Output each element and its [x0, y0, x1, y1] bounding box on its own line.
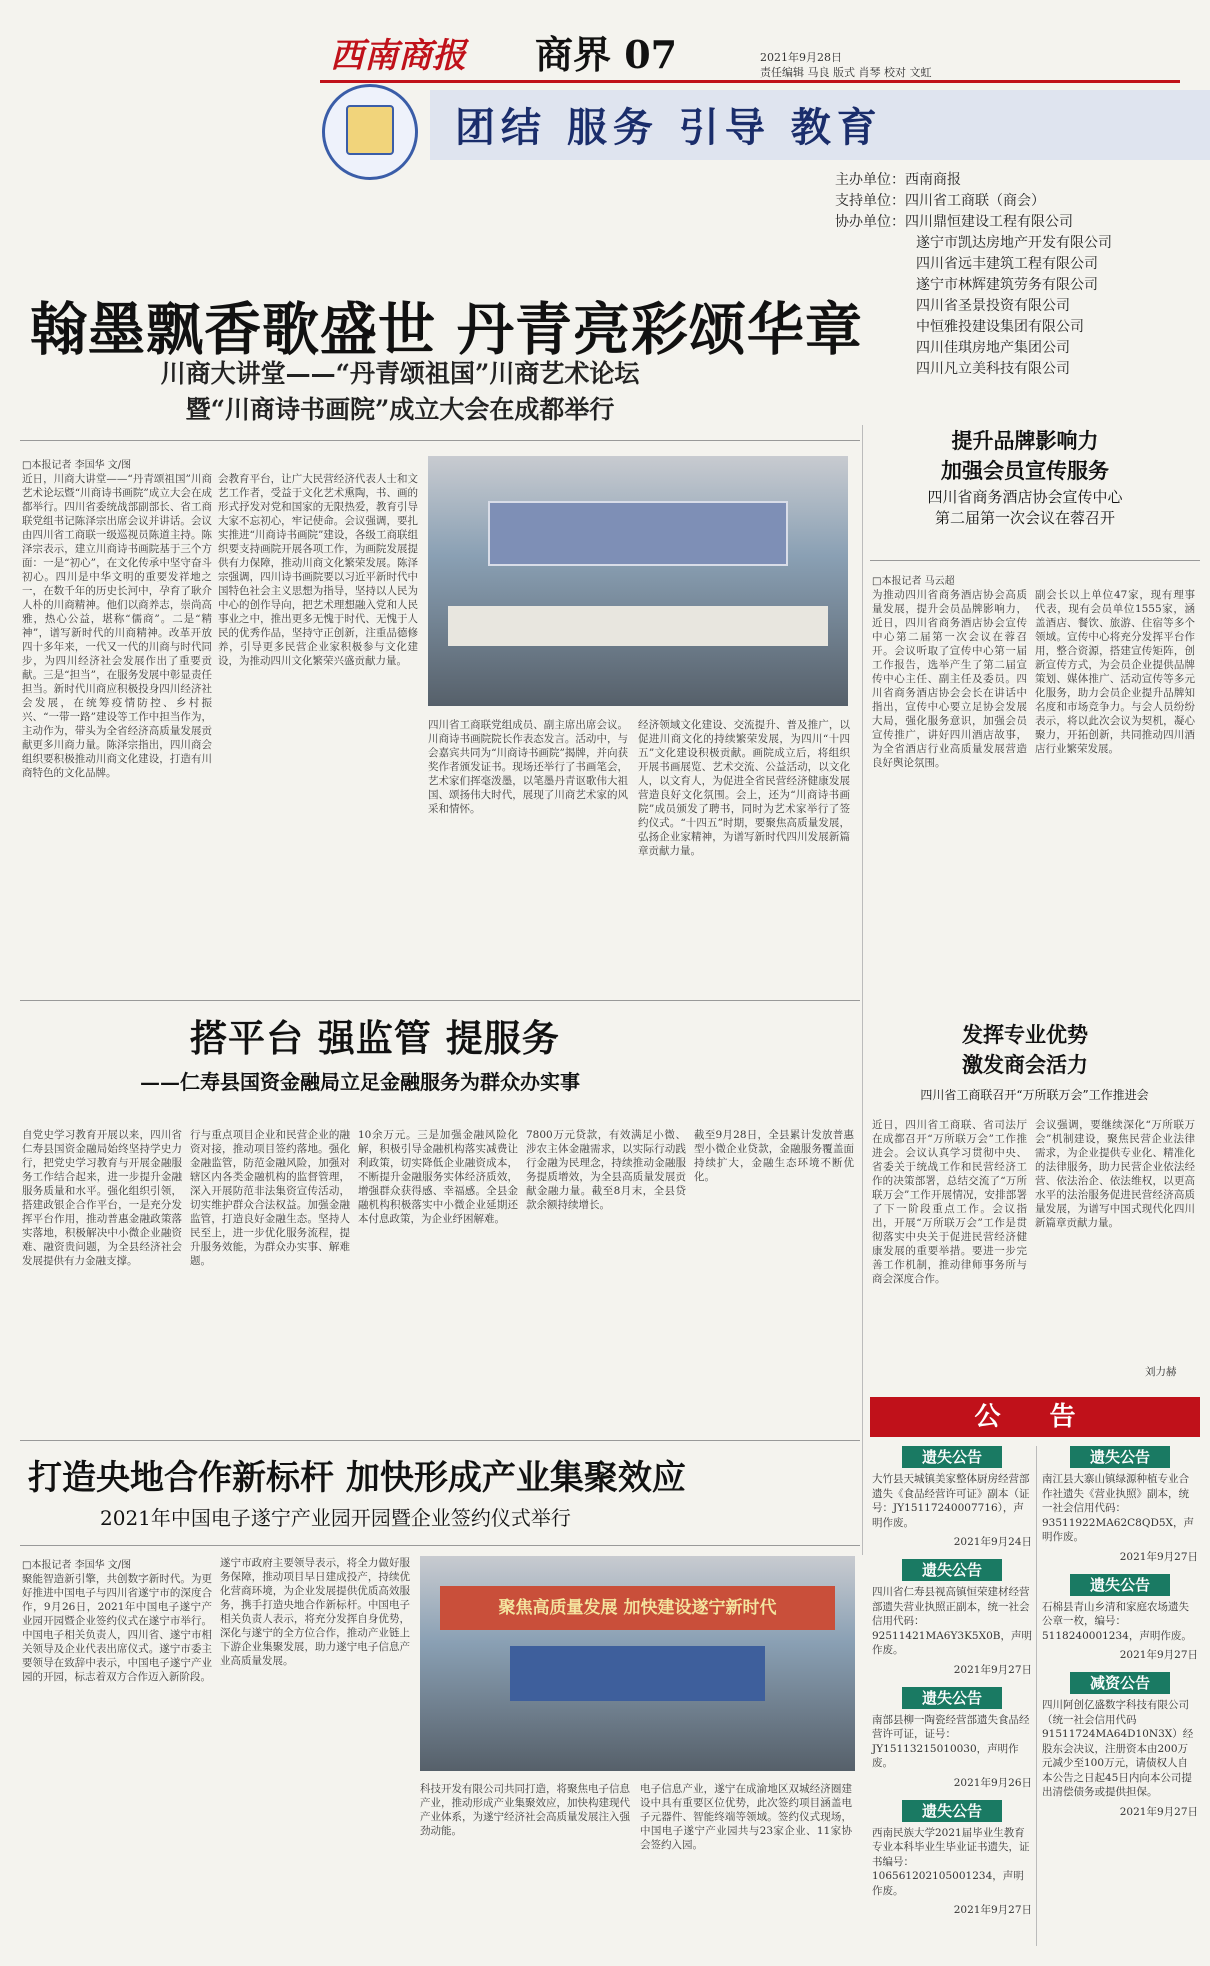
- coorg: 四川省远丰建筑工程有限公司: [916, 256, 1098, 272]
- story5-subhead: 2021年中国电子遂宁产业园开园暨企业签约仪式举行: [100, 1506, 571, 1530]
- coorg-label: 协办单位：: [835, 214, 905, 230]
- story5-byline: □本报记者 李国华 文/图: [22, 1560, 132, 1571]
- issue-date: 2021年9月28日: [760, 51, 842, 64]
- notice-date: 2021年9月27日: [1119, 1550, 1198, 1563]
- story1-subhead-line2: 暨“川商诗书画院”成立大会在成都举行: [185, 395, 615, 424]
- stage-banner: [488, 501, 788, 566]
- notice-tag: 遗失公告: [1070, 1574, 1170, 1596]
- notice-tag: 遗失公告: [902, 1559, 1002, 1581]
- coorg-row-0: [835, 212, 1195, 233]
- story3-col2: 会议强调，要继续深化“万所联万会”机制建设，聚焦民营企业法律需求，为企业提供专业化、精准化的法律服务，助力民营企业依法经营、依法治企、依法维权，以更高水平的法治服务促进民营经济高质量发展，为谱写中国式现代化四川新篇章贡献力量。: [1035, 1119, 1195, 1229]
- notice-text: 大竹县天城镇美家整体厨房经营部遗失《食品经营许可证》副本（证号：JY15117240007716），声明作废。: [872, 1473, 1030, 1529]
- story3-headline-line1: 发挥专业优势: [962, 1022, 1088, 1047]
- story2-subhead: [880, 487, 1170, 529]
- notice-text: 石棉县青山乡清和家庭农场遗失公章一枚，编号：5118240001234，声明作废。: [1042, 1600, 1192, 1642]
- coorg: 遂宁市林辉建筑劳务有限公司: [916, 277, 1098, 293]
- sponsor-list: [835, 170, 1195, 380]
- host-unit: 主办单位：西南商报: [835, 172, 961, 188]
- story5-photo: [420, 1556, 855, 1771]
- story5-headline: 打造央地合作新标杆 加快形成产业集聚效应: [28, 1458, 686, 1498]
- story4-subhead: ——仁寿县国资金融局立足金融服务为群众办实事: [140, 1070, 580, 1094]
- story1-col3: 四川省工商联党组成员、副主席出席会议。川商诗书画院院长作表态发言。活动中，与会嘉宾共同为“川商诗书画院”揭牌，并向获奖作者颁发证书。现场还举行了书画笔会，艺术家们挥毫泼墨，以笔墨丹青讴歌伟大祖国、颂扬伟大时代，展现了川商艺术家的风采和情怀。: [428, 719, 628, 815]
- coorg: 四川省圣景投资有限公司: [916, 298, 1070, 314]
- divider: [20, 1000, 860, 1001]
- story1-subhead-line1: 川商大讲堂——“丹青颂祖国”川商艺术论坛: [160, 359, 640, 388]
- story5-col1: 聚能智造新引擎，共创数字新时代。为更好推进中国电子与四川省遂宁市的深度合作，9月26日，2021年中国电子遂宁产业园开园暨企业签约仪式在遂宁市举行。中国电子相关负责人，四川省、遂宁市相关领导及企业代表出席仪式。遂宁市委主要领导在致辞中表示，中国电子遂宁产业园的开园，标志着双方合作迈入新阶段。: [22, 1573, 212, 1683]
- notice-text: 四川阿创亿盛数字科技有限公司（统一社会信用代码91511724MA64D10N3X）经股东会决议，注册资本由200万元减少至100万元，请债权人自本公告之日起45日内向本公司提出清偿债务或提供担保。: [1042, 1699, 1194, 1798]
- story4-headline: 搭平台 强监管 提服务: [190, 1016, 560, 1060]
- story1-photo: [428, 456, 848, 706]
- story3-author: 刘力赫: [1145, 1366, 1177, 1378]
- notice-text: 西南民族大学2021届毕业生教育专业本科毕业生毕业证书遗失，证书编号：106561202105001234，声明作废。: [872, 1826, 1030, 1897]
- story1-col4: 经济领域文化建设、交流提升、普及推广，以促进川商文化的持续繁荣发展，为四川“十四五”文化建设积极贡献。画院成立后，将组织开展书画展览、艺术交流、公益活动，以文化人，以文育人，为促进全省民营经济健康发展营造良好文化氛围。会上，还为“川商诗书画院”成员颁发了聘书，同时为艺术家举行了签约仪式。“十四五”时期，要聚焦高质量发展，弘扬企业家精神，为谱写新时代四川发展新篇章贡献力量。: [638, 719, 850, 857]
- story4-col2: 行与重点项目企业和民营企业的融资对接，推动项目签约落地。强化金融监管，防范金融风险，加强对辖区内各类金融机构的监督管理，深入开展防范非法集资宣传活动，切实维护群众合法权益。加强金融监管，打造良好金融生态。坚持人民至上，进一步优化服务流程，提升服务效能，为群众办实事、解难题。: [190, 1129, 350, 1267]
- coorg: 中恒雅投建设集团有限公司: [916, 319, 1084, 335]
- notice-date: 2021年9月27日: [953, 1904, 1032, 1916]
- notice-divider: [1036, 1446, 1037, 1946]
- story2-col2: 副会长以上单位47家，现有理事代表，现有会员单位1555家，涵盖酒店、餐饮、旅游、住宿等多个领域。宣传中心将充分发挥平台作用，整合资源，搭建宣传矩阵，创新宣传方式，为会员企业提供品牌策划、媒体推广、活动宣传等多元化服务，助力会员企业提升品牌知名度和市场竞争力。与会人员纷纷表示，将以此次会议为契机，凝心聚力，开拓创新，共同推动四川酒店行业繁荣发展。: [1035, 589, 1195, 755]
- coorg: 四川凡立美科技有限公司: [916, 361, 1070, 377]
- story3-headline-line2: 激发商会活力: [962, 1052, 1088, 1077]
- notice-tag: 遗失公告: [1070, 1446, 1170, 1468]
- story3-subhead: 四川省工商联召开“万所联万会”工作推进会: [920, 1088, 1149, 1102]
- column-divider: [862, 425, 863, 1555]
- story1-col1: 近日，川商大讲堂——“丹青颂祖国”川商艺术论坛暨“川商诗书画院”成立大会在成都举行。四川省委统战部副部长、省工商联党组书记陈泽宗出席会议并讲话。会议由四川省工商联一级巡视员陈道主持。陈泽宗表示，建立川商诗书画院基于三个方面：一是“初心”，在文化传承中坚守奋斗初心。四川是中华文明的重要发祥地之一，在数千年的历史长河中，孕育了耿介人朴的川商精神。他们以商养志，崇尚高雅，热心公益，堪称“儒商”。二是“精神”，谱写新时代的川商精神。改革开放四十多年来，一代又一代的川商与时代同步，为四川经济社会发展作出了重要贡献。三是“担当”，在服务发展中彰显责任担当。新时代川商应积极投身四川经济社会发展，在统筹疫情防控、乡村振兴、“一带一路”建设等工作中担当作为，主动作为，带头为全省经济高质量发展贡献更多川商力量。陈泽宗指出，四川商会组织要积极推动川商文化建设，打造有川商特色的文化品牌。: [22, 473, 212, 779]
- story2-byline: □本报记者 马云超: [872, 576, 955, 587]
- story3-headline: [900, 1020, 1150, 1080]
- story5-col3: 科技开发有限公司共同打造，将聚焦电子信息产业，推动形成产业集聚效应，加快构建现代产业体系，为遂宁经济社会高质量发展注入强劲动能。: [420, 1783, 630, 1837]
- coorg: 遂宁市凯达房地产开发有限公司: [916, 235, 1112, 251]
- stage-screen: [510, 1646, 765, 1701]
- slogan: 团结 服务 引导 教育: [455, 104, 883, 151]
- story5-col4: 电子信息产业，遂宁在成渝地区双城经济圈建设中具有重要区位优势，此次签约项目涵盖电子元器件、智能终端等领域。签约仪式现场，中国电子遂宁产业园共与23家企业、11家协会签约入园。: [640, 1783, 852, 1851]
- divider: [20, 1440, 860, 1441]
- notice-date: 2021年9月27日: [953, 1663, 1032, 1676]
- event-banner: 聚焦高质量发展 加快建设遂宁新时代: [440, 1586, 835, 1630]
- coorg: 四川佳琪房地产集团公司: [916, 340, 1070, 356]
- notice-text: 南部县柳一陶瓷经营部遗失食品经营许可证，证号：JY15113215010030，声明作废。: [872, 1713, 1030, 1769]
- notice-header: 公 告: [870, 1397, 1200, 1437]
- notice-tag: 遗失公告: [902, 1446, 1002, 1468]
- story2-subhead-line1: 四川省商务酒店协会宣传中心: [927, 488, 1123, 506]
- notice-text: 四川省仁寿县视高镇恒荣建材经营部遗失营业执照正副本，统一社会信用代码：92511421MA6Y3K5X0B，声明作废。: [872, 1586, 1032, 1656]
- story1-headline: 翰墨飘香歌盛世 丹青亮彩颂华章: [30, 296, 863, 363]
- notice-text: 南江县大寨山镇绿源种植专业合作社遗失《营业执照》副本，统一社会信用代码：93511922MA62C8QD5X，声明作废。: [1042, 1473, 1195, 1543]
- story2-col1: 为推动四川省商务酒店协会高质量发展，提升会员品牌影响力，近日，四川省商务酒店协会宣传中心第二届第一次会议在蓉召开。会议听取了宣传中心第一届工作报告，选举产生了第二届宣传中心主任、副主任及委员。四川省商务酒店协会会长在讲话中指出，宣传中心要立足协会发展大局，强化服务意识，加强会员宣传推广，讲好四川酒店故事，为全省酒店行业高质量发展营造良好舆论氛围。: [872, 589, 1027, 769]
- story1-byline: □本报记者 李国华 文/图: [22, 460, 132, 471]
- divider: [870, 560, 1200, 561]
- notice-date: 2021年9月26日: [953, 1776, 1032, 1789]
- support-unit: 支持单位：四川省工商联（商会）: [835, 193, 1045, 209]
- masthead-rule: [320, 80, 1180, 83]
- story4-col5: 截至9月28日，全县累计发放普惠型小微企业贷款，金融服务覆盖面持续扩大，金融生态环境不断优化。: [694, 1129, 854, 1183]
- story4-col4: 7800万元贷款，有效满足小微、涉农主体金融需求，以实际行动践行金融为民理念，持续推动金融服务提质增效，为全县高质量发展贡献金融力量。截至8月末，全县贷款余额持续增长。: [526, 1129, 686, 1211]
- divider: [20, 440, 860, 441]
- notice-date: 2021年9月24日: [953, 1536, 1032, 1548]
- story2-headline: [900, 426, 1150, 486]
- story1-col2: 会教育平台，让广大民营经济代表人士和文艺工作者，受益于文化艺术熏陶，书、画的形式抒发对党和国家的无限热爱，教育引导大家不忘初心，牢记使命。会议强调，要扎实推进“川商诗书画院”建设，各级工商联组织要支持画院开展各项工作，为画院发展提供有力保障，推动川商文化繁荣发展。陈泽宗强调，四川诗书画院要以习近平新时代中国特色社会主义思想为指导，坚持以人民为中心的创作导向，把艺术理想融入党和人民事业之中，推出更多无愧于时代、无愧于人民的优秀作品，坚持守正创新，注重品德修养，引导更多民营企业家积极参与文化建设，为推动四川文化繁荣兴盛贡献力量。: [218, 473, 418, 667]
- head-table: [448, 606, 828, 646]
- newspaper-logo: 西南商报: [330, 36, 466, 76]
- story3-col1: 近日，四川省工商联、省司法厅在成都召开“万所联万会”工作推进会。会议认真学习贯彻中央、省委关于统战工作和民营经济工作的决策部署，总结交流了“万所联万会”工作开展情况，安排部署了下一阶段重点工作。会议指出，开展“万所联万会”工作是贯彻落实中央关于促进民营经济健康发展的重要举措。要进一步完善工作机制，推动律师事务所与商会深度合作。: [872, 1119, 1027, 1285]
- notice-list-right: [1042, 1446, 1198, 1819]
- section-title: 商界 07: [535, 32, 678, 77]
- notice-tag: 遗失公告: [902, 1687, 1002, 1709]
- notice-tag: 减资公告: [1070, 1672, 1170, 1694]
- story4-col3: 10余万元。三是加强金融风险化解，积极引导金融机构落实减费让利政策，切实降低企业融资成本，不断提升金融服务实体经济质效，增强群众获得感、幸福感。全县金融机构积极落实中小微企业延期还本付息政策，为企业纾困解难。: [358, 1129, 518, 1225]
- emblem-core: [346, 105, 394, 155]
- notice-date: 2021年9月27日: [1119, 1649, 1198, 1661]
- story4-col1: 自党史学习教育开展以来，四川省仁寿县国资金融局始终坚持学史力行，把党史学习教育与开展金融服务工作结合起来，进一步提升金融服务质量和水平。强化组织引领，搭建政银企合作平台，一是充分发挥平台作用，推动普惠金融政策落实落地，积极解决中小微企业融资难、融资贵问题，为全县经济社会发展提供有力金融支撑。: [22, 1129, 182, 1267]
- notice-tag: 遗失公告: [902, 1800, 1002, 1822]
- notice-date: 2021年9月27日: [1119, 1805, 1198, 1818]
- divider: [20, 1545, 860, 1546]
- story2-subhead-line2: 第二届第一次会议在蓉召开: [934, 509, 1115, 527]
- editor-credits: 责任编辑 马良 版式 肖琴 校对 文虹: [760, 66, 932, 79]
- notice-list-left: [872, 1446, 1032, 1917]
- story2-headline-line1: 提升品牌影响力: [951, 428, 1099, 453]
- story2-headline-line2: 加强会员宣传服务: [941, 458, 1109, 483]
- story5-col2: 遂宁市政府主要领导表示，将全力做好服务保障，推动项目早日建成投产，持续优化营商环境，为企业发展提供优质高效服务，携手打造央地合作新标杆。中国电子相关负责人表示，将充分发挥自身优势，深化与遂宁的全方位合作，推动产业链上下游企业集聚发展，助力遂宁电子信息产业高质量发展。: [220, 1557, 410, 1667]
- masthead-meta: [760, 50, 1060, 80]
- story1-subhead: [100, 356, 700, 428]
- coorg: 四川鼎恒建设工程有限公司: [905, 214, 1073, 230]
